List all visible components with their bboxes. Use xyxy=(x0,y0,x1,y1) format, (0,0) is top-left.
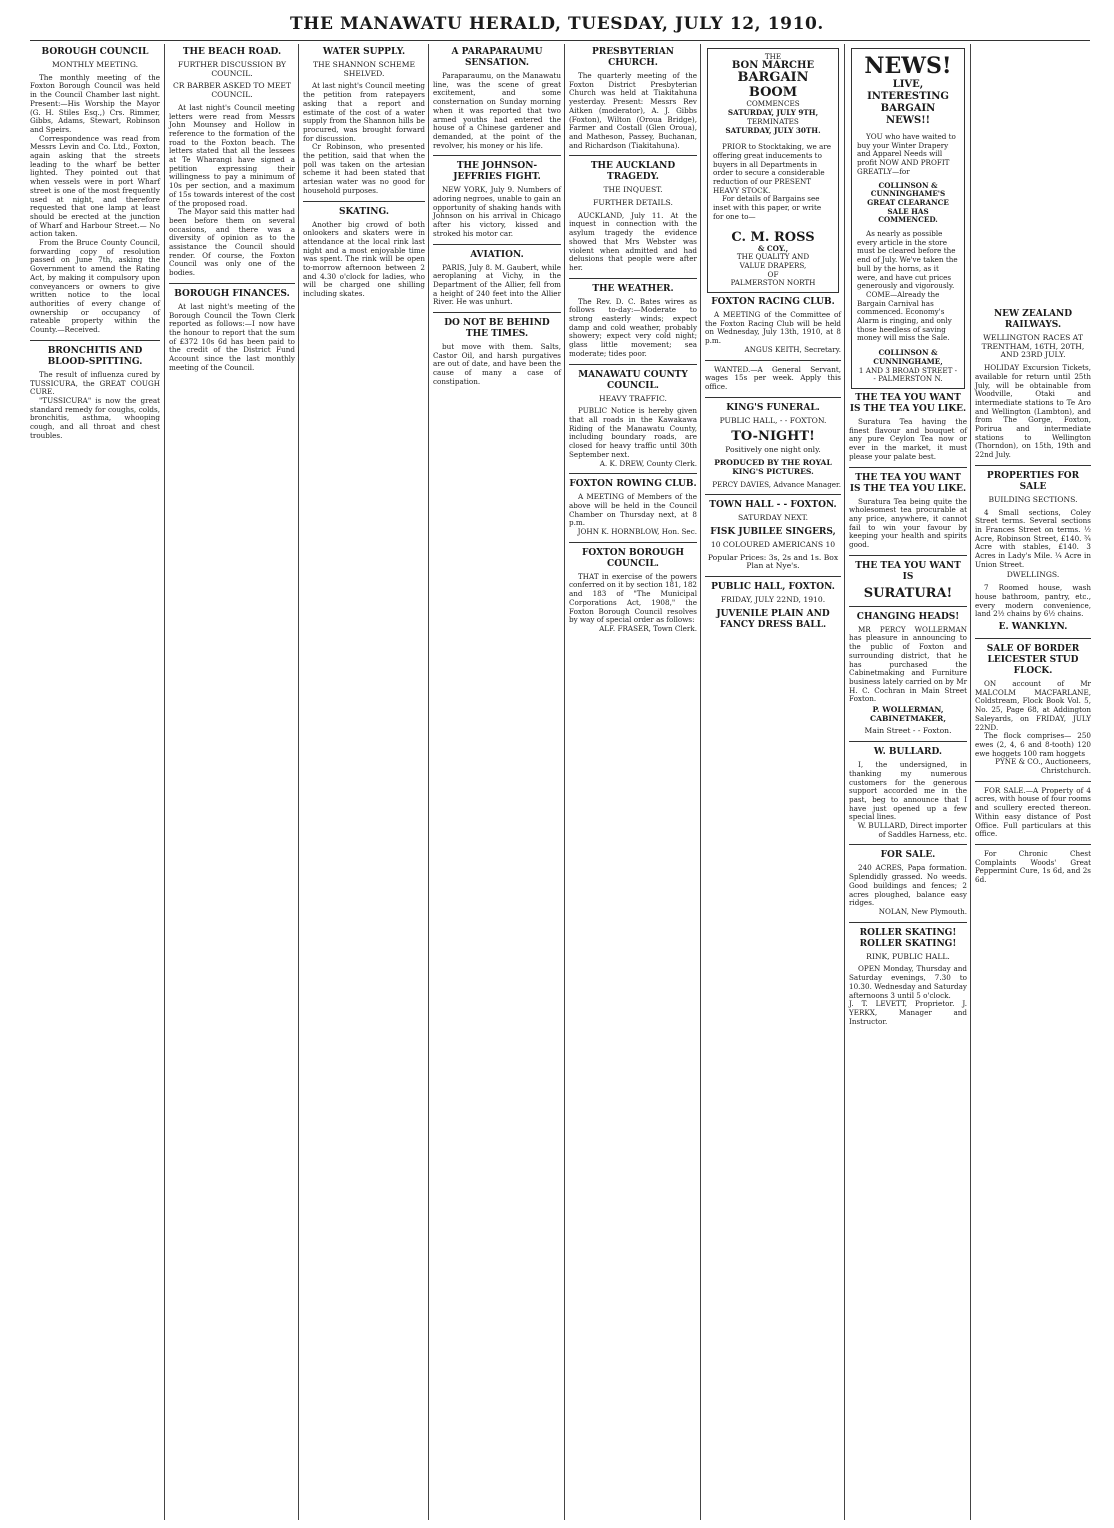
separator xyxy=(569,473,697,474)
heading-racing-club: FOXTON RACING CLUB. xyxy=(711,297,835,308)
notice-text: A MEETING of the Committee of the Foxton Racing Club will be held on Wednesday, July 13th, 1910, at 8 p.m. xyxy=(705,310,841,346)
signature: J. T. LEVETT, Proprietor. J. YERKX, Manager and Instructor. xyxy=(849,999,967,1026)
heading-aviation: AVIATION. xyxy=(470,249,524,260)
signature: ALF. FRASER, Town Clerk. xyxy=(599,623,697,633)
column-2 xyxy=(164,44,299,1520)
separator xyxy=(975,844,1091,845)
article-text: PARIS, July 8. M. Gaubert, while aeroplaning at Vichy, in the Department of the Allier, fell from a height of 240 feet into the Allier River. He was unhurt. xyxy=(433,262,561,307)
ad-text: For details of Bargains see inset with this paper, or write for one to— xyxy=(713,194,822,221)
ad-line: SATURDAY, JULY 9TH, xyxy=(727,108,819,118)
subheading: PUBLIC HALL, - - FOXTON. xyxy=(719,415,827,425)
notice-text: ON account of Mr MALCOLM MACFARLANE, Coldstream, Flock Book Vol. 5, No. 25, Page 68, at Addington Saleyards, on FRIDAY, JULY 22ND. xyxy=(975,678,1091,732)
subheading: FURTHER DISCUSSION BY COUNCIL. xyxy=(177,60,287,78)
tea-heading: THE TEA YOU WANT IS THE TEA YOU LIKE. xyxy=(849,392,967,414)
ad-line: COMMENCES xyxy=(746,99,800,109)
separator xyxy=(849,555,967,556)
separator xyxy=(849,467,967,468)
column-8-blank-space xyxy=(975,44,1091,306)
signature: PYNE & CO., Auctioneers, Christchurch. xyxy=(995,757,1091,776)
suratura-heading: SURATURA! xyxy=(863,585,953,601)
heading-borough-council: BOROUGH COUNCIL xyxy=(41,47,149,57)
article-text: Correspondence was read from Messrs Levin and Co. Ltd., Foxton, again asking that the streets leading to the wharf be better lighted. They pointed out that when vessels were in port Wharf street is one of the most frequently used at night, and therefore requested that one lamp at least should be erected at the junction of Wharf and Harbour Street.— No action taken. xyxy=(30,133,160,239)
signature: A. K. DREW, County Clerk. xyxy=(599,458,697,468)
subheading: Positively one night only. xyxy=(725,445,821,455)
signature: ANGUS KEITH, Secretary. xyxy=(744,344,841,354)
tea-text: Suratura Tea being quite the wholesomest tea procurable at any price, anywhere, it cannot fail to win your favour by keeping your health and spirits good. xyxy=(849,496,967,550)
ad-headline: COLLINSON & CUNNINGHAME'S GREAT CLEARANCE SALE HAS COMMENCED. xyxy=(867,180,949,225)
separator xyxy=(433,244,561,245)
tea-heading: THE TEA YOU WANT IS THE TEA YOU LIKE. xyxy=(849,472,967,494)
ad-text: As nearly as possible every article in the store must be cleared before the end of July. We've taken the bull by the horns, as it were, and have cut prices generously and vigorously. xyxy=(857,229,958,291)
separator xyxy=(169,283,295,284)
ad-text: YOU who have waited to buy your Winter Drapery and Apparel Needs will profit NOW AND PROFIT GREATLY—for xyxy=(857,132,956,176)
ad-line: OF xyxy=(767,269,779,279)
separator xyxy=(569,364,697,365)
separator xyxy=(975,638,1091,639)
bon-marche-ad xyxy=(707,48,839,293)
separator xyxy=(849,844,967,845)
ad-line: BOOM xyxy=(748,85,798,101)
heading-kings-funeral: KING'S FUNERAL. xyxy=(726,402,820,413)
ad-headline: NEWS! xyxy=(864,53,952,79)
article-text: The Mayor said this matter had been before them on several occasions, and there was a diversity of opinion as to the assistance the Council should render. Of course, the Foxton Council was only one of the bodies. xyxy=(169,207,295,278)
signature: W. BULLARD, Direct importer of Saddles Harness, etc. xyxy=(857,821,967,839)
separator xyxy=(303,201,425,202)
heading-changing-heads: CHANGING HEADS! xyxy=(856,611,960,622)
separator xyxy=(849,741,967,742)
subheading-monthly-meeting: MONTHLY MEETING. xyxy=(51,60,139,69)
heading-paraparaumu: A PARAPARAUMU SENSATION. xyxy=(451,47,543,68)
ad-signature: COLLINSON & CUNNINGHAME, xyxy=(873,348,943,366)
ad-text: I, the undersigned, in thanking my numerous customers for the generous support accorded me in the past, beg to announce that I have just opened up a few special lines. xyxy=(849,760,967,822)
column-3 xyxy=(298,44,429,1520)
column-7 xyxy=(844,44,971,1520)
notice-text: WANTED.—A General Servant, wages 15s per week. Apply this office. xyxy=(705,364,841,391)
subheading: WELLINGTON RACES AT TRENTHAM, 16TH, 20TH, AND 23RD JULY. xyxy=(981,333,1085,360)
ad-text: MR PERCY WOLLERMAN has pleasure in announcing to the public of Foxton and surrounding district, that he has purchased the Cabinetmaking and Furniture business lately carried on by Mr H. C. Cochran in Main Street Foxton. xyxy=(849,624,967,704)
tea-heading: THE TEA YOU WANT IS xyxy=(855,560,961,582)
heading-tonight: TO-NIGHT! xyxy=(731,429,815,445)
ad-signature: 1 AND 3 BROAD STREET - - PALMERSTON N. xyxy=(858,365,958,384)
article-text: Another big crowd of both onlookers and skaters were in attendance at the local rink last night and a most enjoyable time was spent. The rink will be open to-morrow afternoon between 2 and 4.30 o'clock for ladies, who will be charged one shilling including skates. xyxy=(303,219,425,299)
heading-skating: SKATING. xyxy=(338,206,390,217)
separator xyxy=(433,155,561,156)
heading-roller-skating: ROLLER SKATING! ROLLER SKATING! xyxy=(859,927,957,949)
notice-text: THAT in exercise of the powers conferred on it by section 181, 182 and 183 of "The Municipal Corporations Act, 1908," the Foxton Borough Council resolves by way of special order as follows: xyxy=(569,571,697,625)
heading-border-leicester: SALE OF BORDER LEICESTER STUD FLOCK. xyxy=(986,643,1080,676)
article-text: The result of influenza cured by TUSSICURA, the GREAT COUGH CURE. xyxy=(30,369,160,397)
heading-borough-finances: BOROUGH FINANCES. xyxy=(174,288,290,299)
ad-line: THE xyxy=(764,52,782,61)
subheading: 10 COLOURED AMERICANS 10 xyxy=(710,539,836,549)
article-text: NEW YORK, July 9. Numbers of adoring negroes, unable to gain an opportunity of shaking hands with Johnson on his arrival in Chicago after his victory, kissed and stroked his motor car. xyxy=(433,185,561,238)
separator xyxy=(30,340,160,341)
article-text: The Rev. D. C. Bates wires as follows to-day:—Moderate to strong easterly winds; expect damp and cold weather, probably showery; expect very cold night; glass little movement; sea moderate; tides poor. xyxy=(569,296,697,358)
article-text: Cr Robinson, who presented the petition, said that when the poll was taken on the artesian scheme it had been stated that artesian water was no good for household purposes. xyxy=(303,142,425,195)
signature: P. WOLLERMAN, CABINETMAKER, xyxy=(870,705,946,723)
heading-johnson-jeffries: THE JOHNSON-JEFFRIES FIGHT. xyxy=(453,161,541,183)
ad-line: THE QUALITY AND xyxy=(736,252,810,262)
subheading: BUILDING SECTIONS. xyxy=(988,494,1078,504)
article-text: AUCKLAND, July 11. At the inquest in connection with the asylum tragedy the evidence showed that Mrs Webster was violent when admitted and had delusions that people were after her. xyxy=(569,210,697,272)
subheading: Popular Prices: 3s, 2s and 1s. Box Plan at Nye's. xyxy=(707,552,839,571)
listing-text: 7 Roomed house, wash house bathroom, pantry, etc., every modern convenience, land 2½ chains by 6½ chains. xyxy=(975,583,1091,619)
collinson-ad xyxy=(851,48,965,389)
ad-line: TERMINATES xyxy=(747,116,799,126)
article-text: At last night's meeting of the Borough Council the Town Clerk reported as follows:—I now have the honour to report that the sum of £372 10s 6d has been paid to the credit of the District Fund Account since the last monthly meeting of the Council. xyxy=(169,301,295,372)
ad-line: PALMERSTON NORTH xyxy=(730,278,816,288)
column-8 xyxy=(970,44,1095,1520)
ad-line: C. M. ROSS xyxy=(731,229,815,245)
heading-behind-times: DO NOT BE BEHIND THE TIMES. xyxy=(444,318,550,340)
column-6 xyxy=(700,44,845,1520)
article-text: but move with them. Salts, Castor Oil, and harsh purgatives are out of date, and have been the cause of many a case of constipation. xyxy=(433,342,561,386)
subheading: SATURDAY NEXT. xyxy=(737,513,809,523)
subheading: FURTHER DETAILS. xyxy=(593,198,673,208)
article-text: Paraparaumu, on the Manawatu line, was the scene of great excitement, and some consternation on Sunday morning when it was reported that two armed youths had entered the house of a Chinese gardener and demanded, at the point of the revolver, his money or his life. xyxy=(433,71,561,150)
separator xyxy=(433,312,561,313)
ad-line: SATURDAY, JULY 30TH. xyxy=(725,125,821,135)
subheading: HEAVY TRAFFIC. xyxy=(599,393,667,403)
notice-text: For Chronic Chest Complaints Woods' Great Peppermint Cure, 1s 6d, and 2s 6d. xyxy=(975,848,1091,885)
listing-text: 4 Small sections, Coley Street terms. Several sections in Frances Street on terms. ½ Acre, Robinson Street, £140. ¾ Acre with stables, £140. 3 Acres in Lady's Mile. ¼ Acre in Union Street. xyxy=(975,507,1091,569)
notice-text: PUBLIC Notice is hereby given that all roads in the Kawakawa Riding of the Manawatu County, including boundary roads, are closed for heavy traffic until 30th September next. xyxy=(569,406,697,459)
separator xyxy=(705,397,841,398)
separator xyxy=(975,781,1091,782)
heading-bronchitis: BRONCHITIS AND BLOOD-SPITTING. xyxy=(47,345,143,367)
ad-text: OPEN Monday, Thursday and Saturday evenings, 7.30 to 10.30. Wednesday and Saturday afternoons 3 until 5 o'clock. xyxy=(849,964,967,1000)
signature: Main Street - - Foxton. xyxy=(864,726,952,736)
subheading: DWELLINGS. xyxy=(1006,570,1060,580)
separator xyxy=(849,606,967,607)
masthead: THE MANAWATU HERALD, TUESDAY, JULY 12, 1910. xyxy=(290,14,824,34)
signature: PERCY DAVIES, Advance Manager. xyxy=(712,479,841,489)
heading-presbyterian: PRESBYTERIAN CHURCH. xyxy=(592,47,674,68)
subheading: CR BARBER ASKED TO MEET COUNCIL. xyxy=(172,81,291,100)
heading-water-supply: WATER SUPPLY. xyxy=(322,47,406,57)
heading-county-council: MANAWATU COUNTY COUNCIL. xyxy=(578,369,688,391)
notice-text: FOR SALE.—A Property of 4 acres, with house of four rooms and scullery erected thereon. Within easy distance of Post Office. Full particulars at this office. xyxy=(975,785,1091,839)
column-1 xyxy=(30,44,164,1520)
article-text: At last night's Council meeting letters were read from Messrs John Mounsey and Hollow in reference to the formation of the road to the Foxton beach. The letters stated that all the lessees at Te Wharangi have signed a petition expressing their willingness to pay a minimum of 10s per section, and a maximum of 15s towards interest of the cost of the proposed road. xyxy=(169,102,295,208)
heading-town-hall: TOWN HALL - - FOXTON. xyxy=(709,500,837,511)
heading-auckland-tragedy: THE AUCKLAND TRAGEDY. xyxy=(590,161,676,183)
subheading: RINK, PUBLIC HALL. xyxy=(866,951,950,961)
ad-text: COME—Already the Bargain Carnival has commenced. Economy's Alarm is ringing, and only those heedless of saving money will miss the Sale. xyxy=(857,289,952,343)
ad-headline: LIVE, INTERESTING BARGAIN NEWS!! xyxy=(867,79,949,126)
tea-text: Suratura Tea having the finest flavour and bouquet of any pure Ceylon Tea now or ever in the market, it must please your palate best. xyxy=(849,416,967,461)
heading-weather: THE WEATHER. xyxy=(592,283,674,294)
separator xyxy=(849,922,967,923)
ad-text: 240 ACRES, Papa formation. Splendidly grassed. No weeds. Good buildings and fences; 2 acres ploughed, balance easy ridges. xyxy=(849,863,967,908)
article-text: From the Bruce County Council, forwarding copy of resolution passed on June 7th, asking the Government to amend the Rating Act, by making it compulsory upon conveyancers or owners to give written notice to the local authorities of every change of ownership or occupancy of rateable property within the County.—Received. xyxy=(30,238,160,335)
subheading: FRIDAY, JULY 22ND, 1910. xyxy=(720,595,826,605)
article-text: The quarterly meeting of the Foxton District Presbyterian Church was held at Tiakitahuna yesterday. Present: Messrs Rev Aitken (moderator), A. J. Gibbs (Foxton), Wilton (Oroua Bridge), Farmer and Costall (Glen Oroua), and Matheson, Passey, Buchanan, and Richardson (Tiakitahuna). xyxy=(569,71,697,150)
subheading: PRODUCED BY THE ROYAL KING'S PICTURES. xyxy=(714,458,832,476)
separator xyxy=(975,465,1091,466)
separator xyxy=(705,576,841,577)
heading-for-sale: FOR SALE. xyxy=(880,850,936,861)
separator xyxy=(705,494,841,495)
ad-line: & COY., xyxy=(757,243,789,253)
separator xyxy=(569,542,697,543)
column-5 xyxy=(564,44,701,1520)
ad-line: BARGAIN xyxy=(737,70,809,86)
signature: NOLAN, New Plymouth. xyxy=(878,907,967,916)
subheading: THE SHANNON SCHEME SHELVED. xyxy=(312,60,416,78)
separator xyxy=(705,360,841,361)
separator xyxy=(569,155,697,156)
heading-beach-road: THE BEACH ROAD. xyxy=(182,47,282,57)
ad-text: PRIOR to Stocktaking, we are offering great inducements to buyers in all Departments in order to secure a considerable reduction of our PRESENT HEAVY STOCK. xyxy=(713,142,831,195)
heading-bullard: W. BULLARD. xyxy=(873,747,943,758)
article-text: At last night's Council meeting the petition from ratepayers asking that a report and estimate of the cost of a water supply from the Shannon hills be procured, was brought forward for discussion. xyxy=(303,81,425,143)
ad-line: BON MARCHE xyxy=(731,59,815,71)
notice-text: A MEETING of Members of the above will be held in the Council Chamber on Thursday next, at 8 p.m. xyxy=(569,492,697,528)
article-text: "TUSSICURA" is now the great standard remedy for coughs, colds, bronchitis, asthma, whooping cough, and all throat and chest troubles. xyxy=(30,395,160,440)
heading-rowing-club: FOXTON ROWING CLUB. xyxy=(569,479,697,490)
heading-fisk-singers: FISK JUBILEE SINGERS, xyxy=(710,526,836,537)
signature: E. WANKLYN. xyxy=(998,621,1068,632)
notice-text: The flock comprises— 250 ewes (2, 4, 6 and 8-tooth) 120 ewe hoggets 100 ram hoggets xyxy=(975,731,1091,758)
ad-line: VALUE DRAPERS, xyxy=(739,260,807,270)
subheading: THE INQUEST. xyxy=(603,185,663,195)
column-4 xyxy=(428,44,565,1520)
masthead-rule xyxy=(30,40,1090,41)
article-text: The monthly meeting of the Foxton Borough Council was held in the Council Chamber last night. Present:—His Worship the Mayor (G. H. Stiles Esq.,) Crs. Rimmer, Gibbs, Adams, Stewart, Robinson and Speirs. xyxy=(30,72,160,134)
heading-properties: PROPERTIES FOR SALE xyxy=(986,470,1080,492)
heading-fancy-dress-ball: JUVENILE PLAIN AND FANCY DRESS BALL. xyxy=(716,608,830,630)
heading-public-hall: PUBLIC HALL, FOXTON. xyxy=(711,582,835,593)
signature: JOHN K. HORNBLOW, Hon. Sec. xyxy=(577,527,697,537)
heading-nz-railways: NEW ZEALAND RAILWAYS. xyxy=(993,309,1073,330)
separator xyxy=(569,278,697,279)
notice-text: HOLIDAY Excursion Tickets, available for return until 25th July, will be obtainable from Woodville, Otaki and intermediate stations to Te Aro and Wellington (Lambton), and from The Gorge, Foxton, Porirua and intermediate stations to Wellington (Thorndon), on 15th, 19th and 22nd July. xyxy=(975,363,1091,460)
heading-borough-council-notice: FOXTON BOROUGH COUNCIL. xyxy=(582,547,684,569)
